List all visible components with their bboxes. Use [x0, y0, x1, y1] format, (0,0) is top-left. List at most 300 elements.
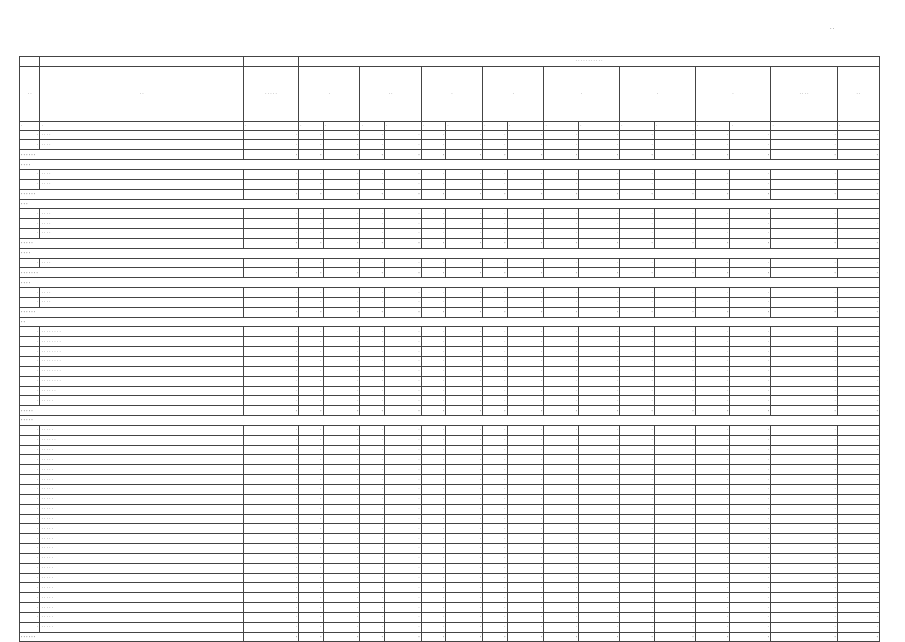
table-cell: · [384, 327, 421, 337]
table-row [20, 494, 880, 504]
table-cell: · [360, 445, 385, 455]
table-cell: · [299, 337, 324, 347]
row-number: · [20, 563, 40, 573]
table-cell: · [544, 366, 579, 376]
address-cell: · · · · · [40, 514, 243, 524]
table-cell: · [384, 219, 421, 229]
table-cell: · [243, 612, 298, 622]
unit-cell: · [730, 121, 771, 130]
table-cell: · [579, 553, 620, 563]
table-cell: · [654, 357, 695, 367]
table-cell: · [323, 504, 360, 514]
subtotal-cell: · [243, 150, 298, 160]
table-cell: · [323, 612, 360, 622]
subtotal-cell: · [421, 632, 446, 642]
subtotal-cell: · [730, 406, 771, 416]
table-cell: · [654, 504, 695, 514]
subtotal-cell: · [323, 406, 360, 416]
row-number: · [20, 288, 40, 298]
table-cell: · [730, 544, 771, 554]
table-cell: · [299, 504, 324, 514]
table-cell: · [323, 435, 360, 445]
table-cell: · [620, 209, 655, 219]
unit-cell: · [384, 121, 421, 130]
table-cell: · [243, 130, 298, 140]
table-cell: · [483, 573, 508, 583]
table-cell: · [446, 504, 483, 514]
subtotal-cell: · [654, 632, 695, 642]
table-cell: · [483, 465, 508, 475]
table-cell: · [360, 563, 385, 573]
table-cell: · [837, 514, 879, 524]
subtotal-cell: · [544, 307, 579, 317]
table-cell: · [299, 544, 324, 554]
address-cell: · · · · · [40, 573, 243, 583]
table-cell: · [771, 553, 837, 563]
table-cell: · [695, 376, 730, 386]
table-cell: · [421, 130, 446, 140]
subtotal-cell: · [446, 307, 483, 317]
table-cell: · [837, 209, 879, 219]
subtotal-cell: · [771, 238, 837, 248]
address-cell: · · · · · [40, 494, 243, 504]
table-cell: · [323, 514, 360, 524]
table-row [20, 593, 880, 603]
table-cell: · [243, 524, 298, 534]
table-cell: · [654, 573, 695, 583]
unit-cell: · [446, 121, 483, 130]
address-cell: · · · · · · · · [40, 376, 243, 386]
table-cell: · [654, 544, 695, 554]
subtotal-label: · · · · · · [20, 632, 244, 642]
table-cell: · [544, 583, 579, 593]
table-cell: · [446, 258, 483, 268]
table-cell: · [421, 258, 446, 268]
table-cell: · [243, 494, 298, 504]
table-cell: · [323, 130, 360, 140]
table-cell: · [243, 327, 298, 337]
table-cell: · [695, 219, 730, 229]
table-cell: · [323, 524, 360, 534]
table-cell: · [507, 514, 544, 524]
address-cell: · · · · · · · · [40, 357, 243, 367]
table-cell: · [730, 396, 771, 406]
table-cell: · [579, 366, 620, 376]
table-row [20, 229, 880, 239]
table-cell: · [421, 366, 446, 376]
table-cell: · [446, 337, 483, 347]
table-cell: · [654, 534, 695, 544]
table-cell: · [483, 258, 508, 268]
table-cell: · [579, 140, 620, 150]
table-cell: · [695, 514, 730, 524]
subtotal-cell: · [299, 189, 324, 199]
table-cell: · [384, 563, 421, 573]
table-cell: · [446, 484, 483, 494]
table-cell: · [771, 622, 837, 632]
address-cell: · · · · · [40, 484, 243, 494]
table-cell: · [446, 366, 483, 376]
table-cell: · [654, 435, 695, 445]
table-cell: · [360, 504, 385, 514]
subtotal-cell: · [446, 406, 483, 416]
subtotal-cell: · [323, 238, 360, 248]
row-number: · [20, 179, 40, 189]
table-cell: · [695, 484, 730, 494]
subtotal-cell: · [579, 307, 620, 317]
subtotal-cell: · [360, 632, 385, 642]
table-cell: · [544, 357, 579, 367]
table-cell: · [243, 583, 298, 593]
table-cell: · [695, 563, 730, 573]
table-cell: · [446, 445, 483, 455]
table-cell: · [483, 297, 508, 307]
address-cell: · · · · [40, 130, 243, 140]
table-cell: · [483, 229, 508, 239]
table-cell: · [654, 219, 695, 229]
row-number: · [20, 386, 40, 396]
table-row [20, 386, 880, 396]
table-cell: · [384, 603, 421, 613]
table-cell: · [299, 524, 324, 534]
table-cell: · [544, 612, 579, 622]
table-cell: · [620, 357, 655, 367]
table-cell: · [421, 337, 446, 347]
table-cell: · [483, 524, 508, 534]
table-cell: · [384, 573, 421, 583]
address-cell: · · · · · [40, 622, 243, 632]
table-cell: · [483, 603, 508, 613]
subtotal-cell: · [695, 268, 730, 278]
table-body [20, 57, 880, 642]
table-cell: · [620, 140, 655, 150]
table-cell: · [730, 179, 771, 189]
table-cell: · [421, 504, 446, 514]
subtotal-cell: · [360, 268, 385, 278]
table-cell: · [544, 504, 579, 514]
subtotal-cell: · [579, 632, 620, 642]
address-cell: · · · · · [40, 425, 243, 435]
table-cell: · [837, 435, 879, 445]
row-number: · [20, 553, 40, 563]
table-cell: · [243, 603, 298, 613]
row-number: · [20, 544, 40, 554]
address-cell: · · · · [40, 258, 243, 268]
table-cell: · [579, 612, 620, 622]
table-cell: · [654, 593, 695, 603]
table-cell: · [323, 494, 360, 504]
table-cell: · [446, 179, 483, 189]
table-cell: · [620, 475, 655, 485]
table-cell: · [837, 366, 879, 376]
table-row [20, 425, 880, 435]
table-cell: · [384, 593, 421, 603]
group-heading-row [20, 317, 880, 327]
row-number: · [20, 612, 40, 622]
subtotal-cell: · [620, 268, 655, 278]
subtotal-cell: · [730, 238, 771, 248]
table-cell: · [421, 396, 446, 406]
table-cell: · [695, 396, 730, 406]
table-row [20, 484, 880, 494]
table-cell: · [243, 544, 298, 554]
table-cell: · [837, 563, 879, 573]
table-cell: · [579, 258, 620, 268]
table-row [20, 475, 880, 485]
table-cell: · [421, 534, 446, 544]
table-cell: · [654, 455, 695, 465]
subtotal-cell: · [544, 268, 579, 278]
table-cell: · [243, 435, 298, 445]
subtotal-cell: · [384, 406, 421, 416]
table-cell: · [299, 534, 324, 544]
table-cell: · [507, 140, 544, 150]
table-cell: · [243, 297, 298, 307]
table-cell: · [360, 347, 385, 357]
table-cell: · [579, 435, 620, 445]
table-row [20, 219, 880, 229]
table-cell: · [771, 612, 837, 622]
table-cell: · [323, 396, 360, 406]
table-cell: · [620, 603, 655, 613]
table-cell: · [620, 524, 655, 534]
table-cell: · [243, 573, 298, 583]
table-cell: · [360, 573, 385, 583]
table-cell: · [483, 425, 508, 435]
table-cell: · [299, 475, 324, 485]
row-number: · [20, 593, 40, 603]
subtotal-cell: · [507, 238, 544, 248]
table-cell: · [771, 169, 837, 179]
table-cell: · [483, 376, 508, 386]
table-cell: · [695, 524, 730, 534]
table-cell: · [654, 297, 695, 307]
table-cell: · [446, 612, 483, 622]
table-cell: · [544, 465, 579, 475]
address-cell: · · · · [40, 140, 243, 150]
row-number: · [20, 534, 40, 544]
address-cell: · · · · · [40, 593, 243, 603]
table-cell: · [730, 386, 771, 396]
group-heading-row [20, 278, 880, 288]
table-cell: · [695, 386, 730, 396]
subtotal-cell: · [507, 632, 544, 642]
table-cell: · [771, 258, 837, 268]
table-cell: · [771, 386, 837, 396]
table-cell: · [323, 337, 360, 347]
row-number: · [20, 169, 40, 179]
table-cell: · [384, 445, 421, 455]
unit-cell: · [579, 121, 620, 130]
table-cell: · [323, 327, 360, 337]
table-cell: · [323, 622, 360, 632]
table-cell: · [620, 435, 655, 445]
unit-cell: · [837, 121, 879, 130]
table-cell: · [323, 179, 360, 189]
table-cell: · [695, 534, 730, 544]
table-cell: · [421, 425, 446, 435]
table-cell: · [299, 583, 324, 593]
table-row [20, 435, 880, 445]
table-cell: · [544, 327, 579, 337]
table-cell: · [421, 544, 446, 554]
table-cell: · [421, 445, 446, 455]
table-cell: · [360, 386, 385, 396]
table-cell: · [360, 553, 385, 563]
table-row [20, 209, 880, 219]
table-cell: · [544, 514, 579, 524]
table-cell: · [360, 622, 385, 632]
group-heading: · · · · [20, 160, 880, 170]
table-row [20, 534, 880, 544]
table-cell: · [483, 327, 508, 337]
row-number: · [20, 366, 40, 376]
table-cell: · [323, 603, 360, 613]
table-cell: · [299, 169, 324, 179]
table-cell: · [507, 534, 544, 544]
table-cell: · [771, 494, 837, 504]
table-cell: · [243, 593, 298, 603]
subtotal-cell: · [446, 238, 483, 248]
table-cell: · [243, 425, 298, 435]
table-row [20, 169, 880, 179]
subtotal-cell: · [483, 189, 508, 199]
subtotal-row [20, 406, 880, 416]
table-row [20, 514, 880, 524]
table-cell: · [483, 140, 508, 150]
table-cell: · [695, 612, 730, 622]
table-cell: · [446, 219, 483, 229]
table-cell: · [771, 484, 837, 494]
table-cell: · [654, 475, 695, 485]
table-cell: · [620, 563, 655, 573]
table-cell: · [544, 219, 579, 229]
row-number: · [20, 573, 40, 583]
unit-cell: · [771, 121, 837, 130]
table-cell: · [421, 229, 446, 239]
address-cell: · · · · · · · · [40, 337, 243, 347]
table-cell: · [483, 622, 508, 632]
table-cell: · [360, 465, 385, 475]
table-row [20, 563, 880, 573]
table-cell: · [507, 288, 544, 298]
table-cell: · [579, 357, 620, 367]
table-cell: · [695, 288, 730, 298]
subtotal-cell: · [695, 189, 730, 199]
subtotal-cell: · [507, 268, 544, 278]
table-cell: · [620, 366, 655, 376]
table-cell: · [446, 603, 483, 613]
subtotal-label: · · · · · · · [20, 268, 244, 278]
table-cell: · [323, 553, 360, 563]
table-cell: · [483, 445, 508, 455]
table-cell: · [620, 534, 655, 544]
subtotal-label: · · · · · · [20, 189, 244, 199]
table-cell: · [771, 563, 837, 573]
table-cell: · [299, 258, 324, 268]
table-cell: · [730, 366, 771, 376]
subtotal-cell: · [323, 307, 360, 317]
table-cell: · [243, 169, 298, 179]
table-cell: · [507, 504, 544, 514]
table-cell: · [695, 258, 730, 268]
table-cell: · [654, 327, 695, 337]
table-cell: · [243, 219, 298, 229]
subtotal-cell: · [837, 150, 879, 160]
unit-cell: · [544, 121, 579, 130]
table-cell: · [507, 396, 544, 406]
subtotal-cell: · [730, 268, 771, 278]
table-cell: · [483, 357, 508, 367]
table-cell: · [243, 504, 298, 514]
table-cell: · [837, 544, 879, 554]
table-cell: · [695, 425, 730, 435]
address-cell: · · · · · · · · [40, 327, 243, 337]
subtotal-cell: · [507, 406, 544, 416]
subtotal-cell: · [579, 406, 620, 416]
table-cell: · [620, 593, 655, 603]
table-cell: · [771, 475, 837, 485]
subtotal-cell: · [360, 150, 385, 160]
table-row [20, 553, 880, 563]
table-cell: · [243, 347, 298, 357]
table-cell: · [544, 347, 579, 357]
table-cell: · [360, 583, 385, 593]
table-cell: · [384, 435, 421, 445]
table-cell: · [483, 484, 508, 494]
address-cell: · · · · [40, 288, 243, 298]
table-cell: · [579, 475, 620, 485]
table-cell: · [384, 258, 421, 268]
table-cell: · [579, 603, 620, 613]
table-cell: · [323, 465, 360, 475]
table-cell: · [384, 524, 421, 534]
subtotal-cell: · [544, 238, 579, 248]
table-cell: · [544, 209, 579, 219]
table-cell: · [384, 544, 421, 554]
table-cell: · [323, 229, 360, 239]
table-cell: · [730, 209, 771, 219]
table-cell: · [384, 179, 421, 189]
table-cell: · [384, 583, 421, 593]
table-cell: · [507, 337, 544, 347]
table-cell: · [299, 593, 324, 603]
table-cell: · [243, 258, 298, 268]
table-cell: · [695, 544, 730, 554]
table-cell: · [771, 327, 837, 337]
subtotal-cell: · [730, 307, 771, 317]
table-cell: · [771, 229, 837, 239]
subtotal-cell: · [730, 189, 771, 199]
table-cell: · [323, 366, 360, 376]
row-number: · [20, 357, 40, 367]
table-cell: · [620, 396, 655, 406]
table-cell: · [483, 130, 508, 140]
table-cell: · [323, 445, 360, 455]
table-cell: · [730, 534, 771, 544]
table-cell: · [620, 337, 655, 347]
table-cell: · [544, 494, 579, 504]
table-cell: · [299, 229, 324, 239]
table-cell: · [507, 229, 544, 239]
table-cell: · [695, 583, 730, 593]
table-cell: · [620, 553, 655, 563]
address-cell: · · · · · · [40, 435, 243, 445]
table-cell: · [837, 357, 879, 367]
table-cell: · [730, 622, 771, 632]
table-cell: · [579, 376, 620, 386]
table-cell: · [620, 130, 655, 140]
